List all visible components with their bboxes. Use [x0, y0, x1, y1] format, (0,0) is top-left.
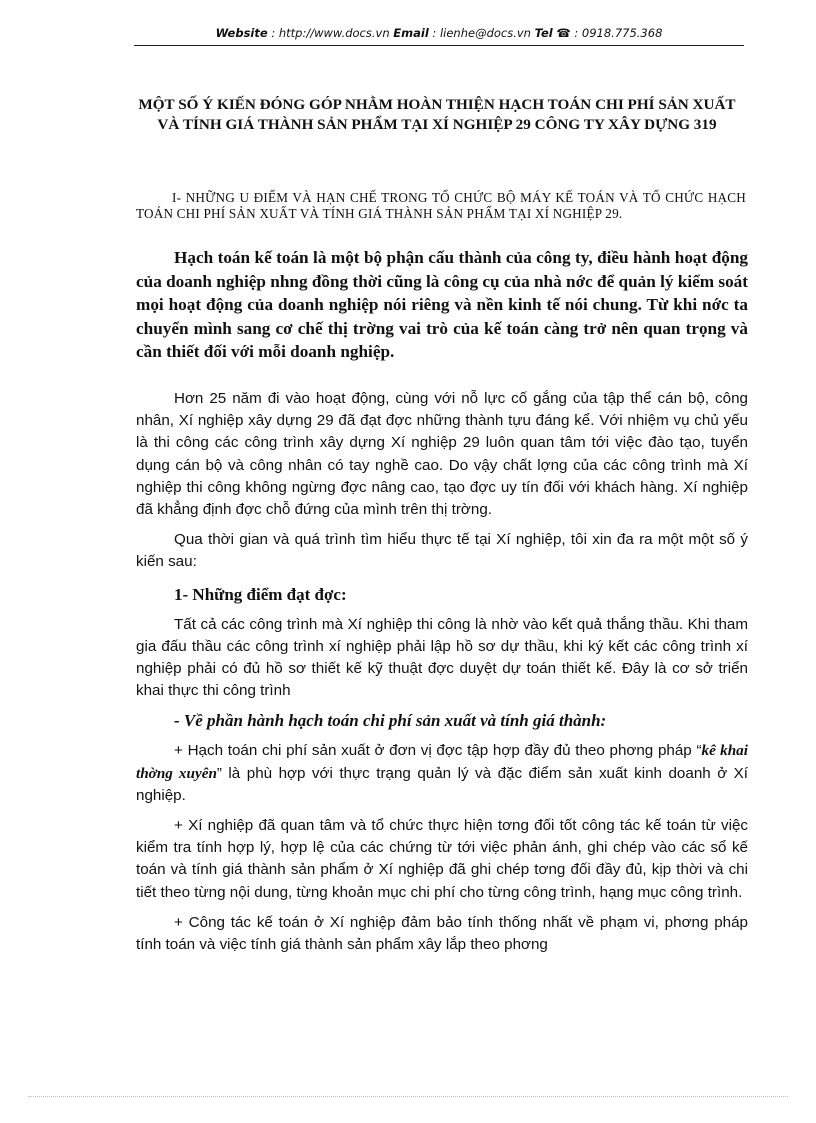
- paragraph-method-start: + Hạch toán chi phí sản xuất ở đơn vị đợc tập hợp đầy đủ theo phơng pháp “: [174, 742, 702, 760]
- body-text: [136, 388, 748, 964]
- paragraph-organization: + Xí nghiệp đã quan tâm và tổ chức thực hiện tơng đối tốt công tác kế toán từ việc kiểm tra tính hợp lý, hợp lệ của các chứng từ tới việc phản ánh, ghi chép vào các sổ kế toán và tính giá thành sản phẩm ở Xí nghiệp đã ghi chép tơng đối đầy đủ, kịp thời và chi tiết theo từng nội dung, từng khoản mục chi phí cho từng công trình, hạng mục công trình.: [136, 817, 748, 901]
- subheading-cost-accounting: - Về phần hành hạch toán chi phí sản xuất và tính giá thành:: [174, 711, 607, 731]
- paragraph-consistency: + Công tác kế toán ở Xí nghiệp đảm bảo tính thống nhất về phạm vi, phơng pháp tính toán và việc tính giá thành sản phẩm xây lắp theo phơng: [136, 913, 748, 954]
- lead-paragraph: Hạch toán kế toán là một bộ phận cấu thành của công ty, điều hành hoạt động của doanh nghiệp nhng đồng thời cũng là công cụ của nhà nớc để quản lý kiểm soát mọi hoạt động của doanh nghiệp nói riêng và nền kinh tế nói chung. Từ khi nớc ta chuyển mình sang cơ chế thị trờng vai trò của kế toán càng trở nên quan trọng và cần thiết đối với mỗi doanh nghiệp.: [136, 248, 748, 361]
- paragraph-method: [136, 740, 748, 807]
- paragraph-bidding: Tất cả các công trình mà Xí nghiệp thi công là nhờ vào kết quả thắng thầu. Khi tham gia đấu thầu các công trình xí nghiệp phải lập hồ sơ dự thầu, khi ký kết các công trình xí nghiệp phải có đủ hồ sơ thiết kế kỹ thuật đợc duyệt dự toán thiết kế. Đây là cơ sở triển khai thực thi công trình: [136, 615, 748, 700]
- method-emphasis: kê khai thờng xuyên: [136, 742, 748, 782]
- tel-label: Tel: [534, 26, 553, 40]
- paragraph-method-end: ” là phù hợp với thực trạng quản lý và đặc điểm sản xuất kinh doanh ở Xí nghiệp.: [136, 764, 748, 804]
- phone-icon: ☎: [556, 26, 571, 40]
- website-label: Website: [215, 26, 268, 40]
- website-value: : http://www.docs.vn: [267, 26, 394, 40]
- page-header: [134, 26, 744, 40]
- subheading-achievements: 1- Những điểm đạt đợc:: [174, 584, 347, 604]
- paragraph-intro: Qua thời gian và quá trình tìm hiểu thực tế tại Xí nghiệp, tôi xin đa ra một một số ý kiến sau:: [136, 531, 748, 571]
- email-label: Email: [393, 26, 429, 40]
- header-divider: [134, 45, 744, 46]
- section-heading: I- NHỮNG U ĐIỂM VÀ HẠN CHẾ TRONG TỔ CHỨC BỘ MÁY KẾ TOÁN VÀ TỔ CHỨC HẠCH TOÁN CHI PHÍ SẢN XUẤT VÀ TÍNH GIÁ THÀNH SẢN PHẨM TẠI XÍ NGHIỆP 29.: [136, 190, 746, 221]
- email-value: : lienhe@docs.vn: [428, 26, 535, 40]
- footer-divider: [28, 1096, 788, 1097]
- document-title: MỘT SỐ Ý KIẾN ĐÓNG GÓP NHẰM HOÀN THIỆN HẠCH TOÁN CHI PHÍ SẢN XUẤT VÀ TÍNH GIÁ THÀNH SẢN PHẨM TẠI XÍ NGHIỆP 29 CÔNG TY XÂY DỰNG 319: [138, 96, 736, 133]
- paragraph-history: Hơn 25 năm đi vào hoạt động, cùng với nỗ lực cố gắng của tập thể cán bộ, công nhân, Xí nghiệp xây dựng 29 đã đạt đợc những thành tựu đáng kể. Với nhiệm vụ chủ yếu là thi công các công trình xây dựng Xí nghiệp 29 luôn quan tâm tới việc đào tạo, tuyển dụng cán bộ và công nhân có tay nghề cao. Do vậy chất lợng của các công trình mà Xí nghiệp thi công không ngừng đợc nâng cao, tạo đợc uy tín đối với khách hàng. Xí nghiệp đã khẳng định đợc chỗ đứng của mình trên thị trờng.: [136, 390, 748, 519]
- tel-value: : 0918.775.368: [570, 26, 663, 40]
